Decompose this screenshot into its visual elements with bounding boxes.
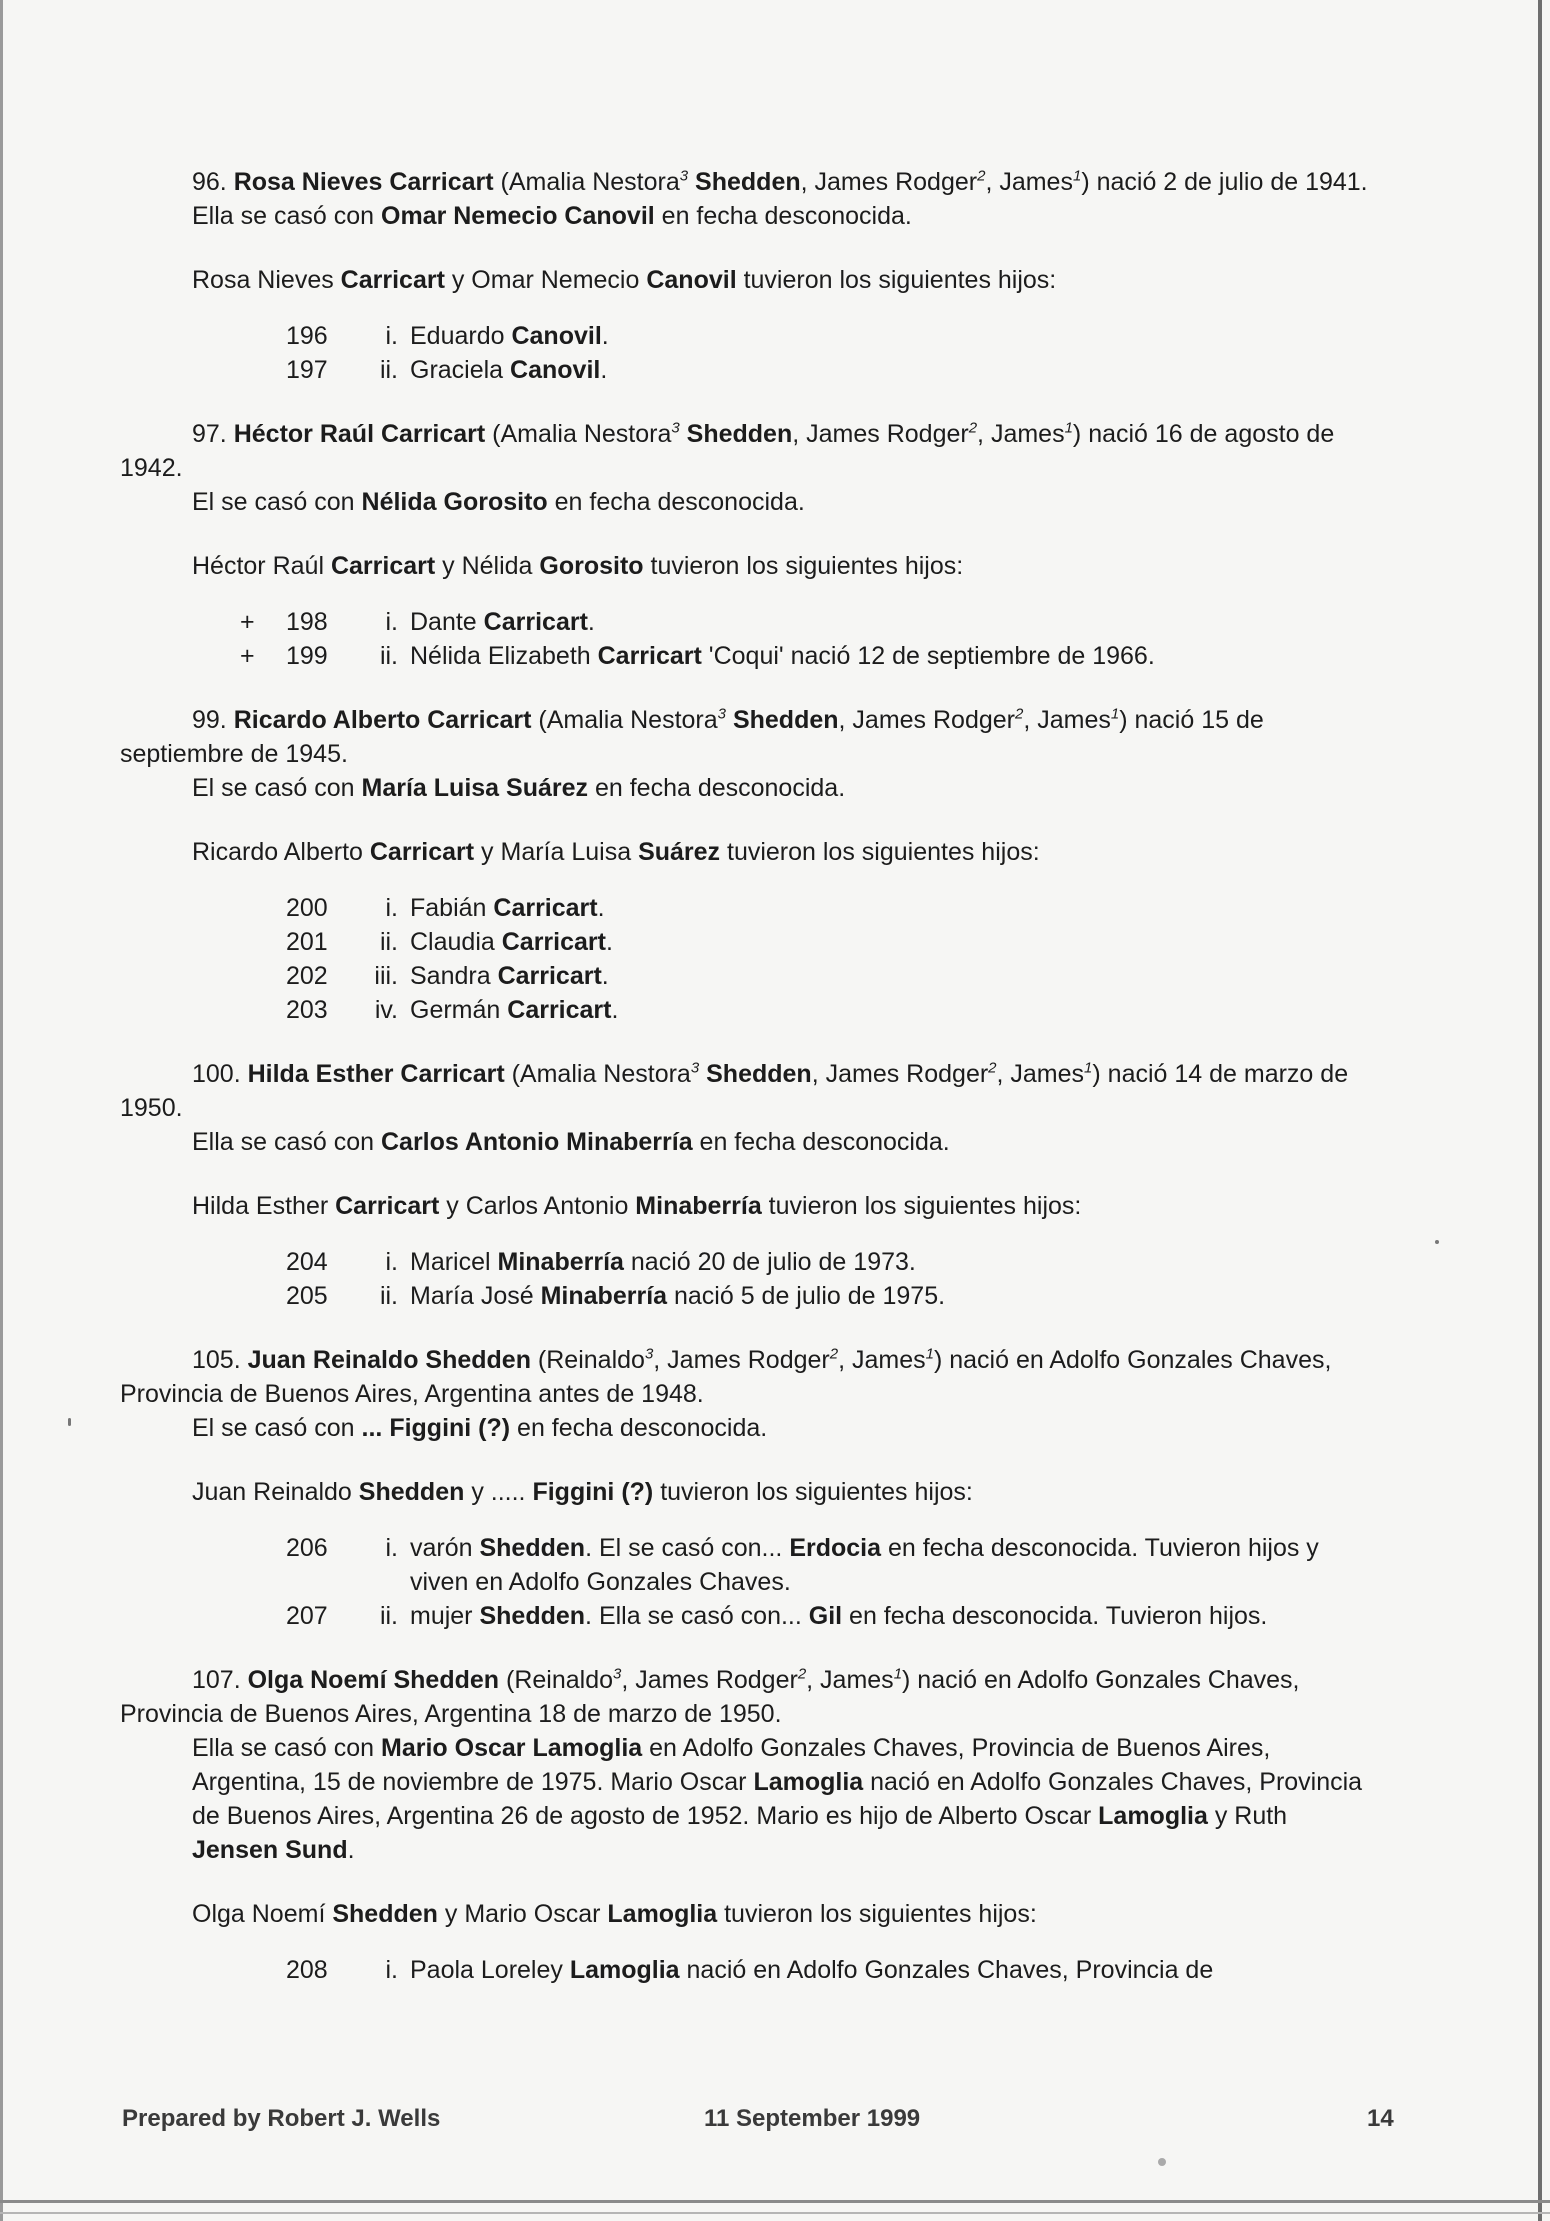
- family-entry: [120, 165, 1380, 387]
- bold-name: Shedden: [706, 1060, 812, 1088]
- entry-heading: [120, 1343, 1380, 1411]
- page-bottom-edge: [0, 2200, 1550, 2203]
- bold-name: Ricardo Alberto Carricart: [233, 706, 532, 734]
- bold-name: Omar Nemecio Canovil: [381, 202, 655, 230]
- bold-name: Canovil: [646, 266, 737, 294]
- bold-name: Canovil: [510, 356, 601, 384]
- child-row: [120, 1279, 1380, 1313]
- superscript-generation: 3: [679, 167, 689, 185]
- text-run: tuvieron los siguientes hijos:: [736, 266, 1057, 294]
- children-intro: [120, 835, 1380, 869]
- text-run: , James Rodger: [838, 706, 1015, 734]
- text-run: Paola Loreley: [410, 1956, 570, 1984]
- child-row: [120, 1953, 1380, 1987]
- text-run: . El se casó con...: [585, 1534, 790, 1562]
- text-run: y Ruth: [1207, 1802, 1288, 1830]
- superscript-generation: 1: [1110, 705, 1120, 723]
- bold-name: Hilda Esther Carricart: [247, 1060, 505, 1088]
- footer-page-number: 14: [1367, 2105, 1394, 2132]
- marriage-line: [120, 1731, 1380, 1867]
- children-list: [120, 319, 1380, 387]
- child-description: [410, 1953, 1380, 1987]
- superscript-generation: 3: [690, 1059, 700, 1077]
- bold-name: Carricart: [493, 894, 598, 922]
- bold-name: Minaberría: [540, 1282, 668, 1310]
- text-run: 107.: [192, 1666, 248, 1694]
- bold-name: Shedden: [479, 1602, 586, 1630]
- child-number: 208: [286, 1956, 328, 1984]
- text-run: El se casó con: [192, 1414, 362, 1442]
- superscript-generation: 3: [644, 1345, 654, 1363]
- bold-name: Shedden: [332, 1900, 438, 1928]
- text-run: , James Rodger: [800, 168, 978, 196]
- text-run: Ricardo Alberto: [192, 838, 370, 866]
- child-row: [120, 1245, 1380, 1279]
- superscript-generation: 2: [797, 1665, 807, 1683]
- page-bottom-edge-shadow: [0, 2212, 1550, 2214]
- entry-heading: [120, 703, 1380, 771]
- child-description: [410, 925, 1380, 959]
- child-row: [120, 605, 1380, 639]
- text-run: tuvieron los siguientes hijos:: [761, 1192, 1082, 1220]
- child-roman-index: ii.: [379, 928, 398, 956]
- bold-name: Olga Noemí Shedden: [247, 1666, 500, 1694]
- child-row: [120, 959, 1380, 993]
- text-run: , James: [806, 1666, 894, 1694]
- bold-name: Shedden: [358, 1478, 465, 1506]
- text-run: Claudia: [410, 928, 502, 956]
- bold-name: Mario Oscar Lamoglia: [381, 1734, 643, 1762]
- text-run: tuvieron los siguientes hijos:: [720, 838, 1040, 866]
- child-roman-index: iv.: [374, 996, 398, 1024]
- child-number: 197: [286, 356, 328, 384]
- text-run: Ella se casó con: [192, 1734, 381, 1762]
- child-description: [410, 959, 1380, 993]
- scan-speck: [68, 1418, 71, 1426]
- child-description: [410, 319, 1380, 353]
- superscript-generation: 2: [829, 1345, 839, 1363]
- text-run: 'Coqui' nació 12 de septiembre de 1966.: [701, 642, 1155, 670]
- child-number: 201: [286, 928, 328, 956]
- bold-name: Lamoglia: [569, 1956, 680, 1984]
- child-description: [410, 605, 1380, 639]
- bold-name: Canovil: [511, 322, 602, 350]
- child-row: [120, 639, 1380, 673]
- child-roman-index: i.: [385, 1248, 398, 1276]
- text-run: [680, 420, 687, 448]
- text-run: 105.: [192, 1346, 248, 1374]
- scan-speck: [1435, 1240, 1439, 1244]
- text-run: (Amalia Nestora: [493, 168, 680, 196]
- child-roman-index: i.: [385, 1534, 398, 1562]
- bold-name: Carricart: [597, 642, 702, 670]
- bold-name: Shedden: [695, 168, 801, 196]
- child-description: [410, 891, 1380, 925]
- bold-name: Carricart: [483, 608, 588, 636]
- text-run: , James: [985, 168, 1073, 196]
- family-entry: [120, 703, 1380, 1027]
- superscript-generation: 1: [1084, 1059, 1093, 1077]
- family-entry: [120, 1343, 1380, 1633]
- marriage-line: [120, 771, 1380, 805]
- text-run: , James: [996, 1060, 1085, 1088]
- child-row: [120, 925, 1380, 959]
- text-run: Dante: [410, 608, 484, 636]
- text-run: Fabián: [410, 894, 494, 922]
- text-run: .: [601, 322, 609, 350]
- text-run: en fecha desconocida.: [547, 488, 805, 516]
- text-run: Ella se casó con: [192, 1128, 381, 1156]
- bold-name: Gorosito: [539, 552, 644, 580]
- text-run: y Nélida: [435, 552, 540, 580]
- child-number: 198: [286, 608, 328, 636]
- children-list: [120, 1953, 1380, 1987]
- bold-name: Figgini (?): [532, 1478, 654, 1506]
- child-number: 207: [286, 1602, 328, 1630]
- bold-name: María Luisa Suárez: [361, 774, 589, 802]
- children-list: [120, 605, 1380, 673]
- text-run: (Amalia Nestora: [485, 420, 672, 448]
- text-run: y Carlos Antonio: [439, 1192, 636, 1220]
- text-run: ) nació en Adolfo Gonzales Chaves, Provincia de Buenos Aires, Argentina 18 de marzo de 1950.: [120, 1666, 1300, 1728]
- bold-name: Carricart: [501, 928, 606, 956]
- text-run: en fecha desconocida.: [510, 1414, 768, 1442]
- family-entry: [120, 1057, 1380, 1313]
- superscript-generation: 2: [968, 419, 978, 437]
- child-number: 205: [286, 1282, 328, 1310]
- text-run: y Omar Nemecio: [444, 266, 647, 294]
- text-run: en fecha desconocida.: [692, 1128, 950, 1156]
- bold-name: Rosa Nieves Carricart: [233, 168, 494, 196]
- text-run: 96.: [192, 168, 234, 196]
- text-run: Hilda Esther: [192, 1192, 336, 1220]
- child-number: 203: [286, 996, 328, 1024]
- page-right-edge: [1538, 0, 1542, 2221]
- text-run: .: [601, 962, 609, 990]
- text-run: (Amalia Nestora: [531, 706, 718, 734]
- bold-name: Héctor Raúl Carricart: [233, 420, 486, 448]
- text-run: Olga Noemí: [192, 1900, 333, 1928]
- footer-date: 11 September 1999: [704, 2105, 921, 2132]
- text-run: en fecha desconocida. Tuvieron hijos.: [842, 1602, 1268, 1630]
- bold-name: Minaberría: [635, 1192, 762, 1220]
- child-roman-index: iii.: [374, 962, 398, 990]
- bold-name: Carricart: [335, 1192, 440, 1220]
- marriage-line: [120, 199, 1380, 233]
- children-intro: [120, 1189, 1380, 1223]
- superscript-generation: 3: [671, 419, 680, 437]
- child-row: [120, 993, 1380, 1027]
- bold-name: Carricart: [497, 962, 602, 990]
- genealogy-content: [120, 165, 1380, 2017]
- text-run: .: [587, 608, 595, 636]
- bold-name: Shedden: [732, 706, 839, 734]
- child-row: [120, 319, 1380, 353]
- text-run: varón: [410, 1534, 480, 1562]
- text-run: María José: [410, 1282, 541, 1310]
- bold-name: Minaberría: [497, 1248, 624, 1276]
- text-run: , James: [838, 1346, 926, 1374]
- child-description: [410, 639, 1380, 673]
- child-row: [120, 1531, 1380, 1599]
- text-run: , James Rodger: [792, 420, 969, 448]
- text-run: Ella se casó con: [192, 202, 381, 230]
- bold-name: Shedden: [479, 1534, 586, 1562]
- text-run: ) nació 16 de agosto de 1942.: [120, 420, 1335, 482]
- bold-name: Nélida Gorosito: [361, 488, 548, 516]
- children-intro: [120, 549, 1380, 583]
- text-run: ) nació 2 de julio de 1941.: [1081, 168, 1368, 196]
- bold-name: Shedden: [686, 420, 793, 448]
- text-run: (Amalia Nestora: [504, 1060, 691, 1088]
- text-run: y .....: [464, 1478, 533, 1506]
- text-run: El se casó con: [192, 774, 362, 802]
- marriage-line: [120, 1125, 1380, 1159]
- child-number: 206: [286, 1534, 328, 1562]
- text-run: .: [605, 928, 613, 956]
- family-entry: [120, 417, 1380, 673]
- footer-author: Prepared by Robert J. Wells: [122, 2105, 441, 2132]
- text-run: El se casó con: [192, 488, 362, 516]
- text-run: ) nació en Adolfo Gonzales Chaves, Provincia de Buenos Aires, Argentina antes de 1948.: [120, 1346, 1332, 1408]
- bold-name: Lamoglia: [1098, 1802, 1208, 1830]
- text-run: Graciela: [410, 356, 511, 384]
- bold-name: Carlos Antonio Minaberría: [381, 1128, 693, 1156]
- entry-heading: [120, 165, 1380, 199]
- text-run: nació 5 de julio de 1975.: [667, 1282, 946, 1310]
- bold-name: Lamoglia: [753, 1768, 864, 1796]
- text-run: [688, 168, 695, 196]
- child-row: [120, 353, 1380, 387]
- text-run: Germán: [410, 996, 508, 1024]
- entry-heading: [120, 1663, 1380, 1731]
- child-number: 196: [286, 322, 328, 350]
- text-run: , James Rodger: [653, 1346, 830, 1374]
- child-roman-index: ii.: [379, 1602, 398, 1630]
- text-run: tuvieron los siguientes hijos:: [717, 1900, 1037, 1928]
- text-run: ) nació 15 de septiembre de 1945.: [120, 706, 1264, 768]
- bold-name: Suárez: [638, 838, 721, 866]
- superscript-generation: 1: [1064, 419, 1073, 437]
- bold-name: ... Figgini (?): [361, 1414, 511, 1442]
- child-description: [410, 993, 1380, 1027]
- entry-heading: [120, 1057, 1380, 1125]
- child-row: [120, 891, 1380, 925]
- text-run: [726, 706, 733, 734]
- text-run: .: [347, 1836, 355, 1864]
- text-run: nació en Adolfo Gonzales Chaves, Provincia de: [679, 1956, 1214, 1984]
- text-run: nació 20 de julio de 1973.: [623, 1248, 916, 1276]
- child-roman-index: i.: [385, 894, 398, 922]
- marriage-line: [120, 485, 1380, 519]
- text-run: Sandra: [410, 962, 498, 990]
- entry-heading: [120, 417, 1380, 485]
- child-roman-index: i.: [385, 608, 398, 636]
- child-roman-index: ii.: [379, 356, 398, 384]
- superscript-generation: 3: [613, 1665, 622, 1683]
- text-run: tuvieron los siguientes hijos:: [643, 552, 964, 580]
- bold-name: Juan Reinaldo Shedden: [247, 1346, 531, 1374]
- bold-name: Carricart: [340, 266, 445, 294]
- children-intro: [120, 1897, 1380, 1931]
- descendant-marker: +: [240, 642, 255, 670]
- text-run: nació en Adolfo Gonzales Chaves, Provincia de Buenos Aires, Argentina 26 de agosto de 1952. Mario es hijo de Alberto Oscar: [192, 1768, 1363, 1830]
- text-run: . Ella se casó con...: [585, 1602, 809, 1630]
- superscript-generation: 3: [717, 705, 726, 723]
- superscript-generation: 2: [988, 1059, 997, 1077]
- child-number: 200: [286, 894, 328, 922]
- descendant-marker: +: [240, 608, 255, 636]
- text-run: 97.: [192, 420, 234, 448]
- text-run: y Mario Oscar: [437, 1900, 608, 1928]
- text-run: en fecha desconocida.: [654, 202, 912, 230]
- superscript-generation: 2: [977, 167, 986, 185]
- text-run: (Reinaldo: [499, 1666, 613, 1694]
- superscript-generation: 2: [1015, 705, 1024, 723]
- text-run: (Reinaldo: [530, 1346, 645, 1374]
- child-number: 199: [286, 642, 328, 670]
- bold-name: Carricart: [369, 838, 475, 866]
- child-roman-index: ii.: [379, 642, 398, 670]
- marriage-line: [120, 1411, 1380, 1445]
- child-description: [410, 1279, 1380, 1313]
- page-left-edge: [0, 0, 3, 2221]
- text-run: mujer: [410, 1602, 480, 1630]
- text-run: ) nació 14 de marzo de 1950.: [120, 1060, 1349, 1122]
- child-description: [410, 1531, 1380, 1599]
- text-run: en fecha desconocida.: [588, 774, 846, 802]
- scan-speck: [1158, 2158, 1166, 2166]
- text-run: en Adolfo Gonzales Chaves, Provincia de Buenos Aires, Argentina, 15 de noviembre de 1975. Mario Oscar: [192, 1734, 1271, 1796]
- child-description: [410, 1599, 1380, 1633]
- text-run: .: [597, 894, 605, 922]
- text-run: Maricel: [410, 1248, 498, 1276]
- text-run: , James: [977, 420, 1065, 448]
- children-intro: [120, 1475, 1380, 1509]
- text-run: tuvieron los siguientes hijos:: [653, 1478, 973, 1506]
- text-run: en fecha desconocida. Tuvieron hijos y viven en Adolfo Gonzales Chaves.: [410, 1534, 1319, 1596]
- text-run: Nélida Elizabeth: [410, 642, 598, 670]
- superscript-generation: 1: [925, 1345, 934, 1363]
- child-row: [120, 1599, 1380, 1633]
- child-description: [410, 1245, 1380, 1279]
- child-number: 204: [286, 1248, 328, 1276]
- child-roman-index: i.: [385, 322, 398, 350]
- child-description: [410, 353, 1380, 387]
- child-roman-index: i.: [385, 1956, 398, 1984]
- text-run: 99.: [192, 706, 234, 734]
- superscript-generation: 1: [1072, 167, 1082, 185]
- children-list: [120, 1531, 1380, 1633]
- text-run: .: [600, 356, 608, 384]
- text-run: Rosa Nieves: [192, 266, 341, 294]
- bold-name: Lamoglia: [607, 1900, 718, 1928]
- family-entry: [120, 1663, 1380, 1987]
- text-run: , James Rodger: [811, 1060, 989, 1088]
- bold-name: Erdocia: [789, 1534, 882, 1562]
- child-roman-index: ii.: [379, 1282, 398, 1310]
- children-list: [120, 891, 1380, 1027]
- text-run: Héctor Raúl: [192, 552, 331, 580]
- text-run: 100.: [192, 1060, 248, 1088]
- bold-name: Gil: [808, 1602, 843, 1630]
- bold-name: Carricart: [507, 996, 612, 1024]
- text-run: , James Rodger: [621, 1666, 798, 1694]
- text-run: Juan Reinaldo: [192, 1478, 359, 1506]
- text-run: , James: [1023, 706, 1111, 734]
- bold-name: Jensen Sund: [192, 1836, 348, 1864]
- text-run: y María Luisa: [474, 838, 639, 866]
- children-intro: [120, 263, 1380, 297]
- superscript-generation: 1: [893, 1665, 903, 1683]
- text-run: Eduardo: [410, 322, 512, 350]
- children-list: [120, 1245, 1380, 1313]
- bold-name: Carricart: [330, 552, 436, 580]
- text-run: .: [611, 996, 619, 1024]
- child-number: 202: [286, 962, 328, 990]
